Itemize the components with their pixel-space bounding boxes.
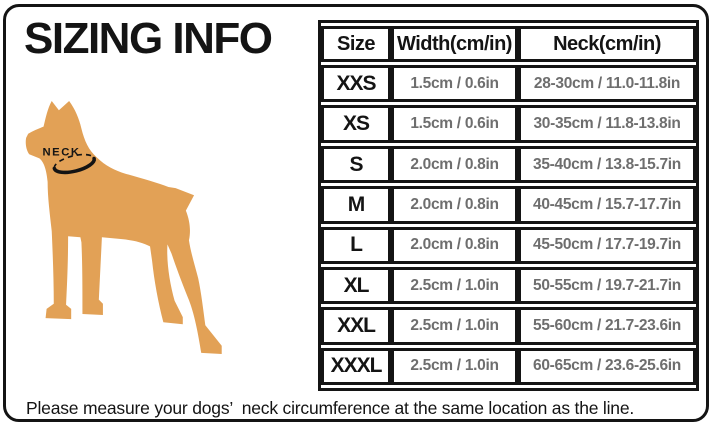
neck-value: 35-40cm / 13.8-15.7in: [518, 146, 696, 183]
col-header-size: Size: [321, 26, 391, 62]
table-row: [321, 65, 696, 102]
sizing-table-grid: [321, 23, 696, 388]
col-header-width: Width(cm/in): [391, 26, 518, 62]
neck-value: 55-60cm / 21.7-23.6in: [518, 307, 696, 344]
size-label: XXS: [321, 65, 391, 102]
table-row: [321, 348, 696, 385]
neck-value: 28-30cm / 11.0-11.8in: [518, 65, 696, 102]
neck-value: 50-55cm / 19.7-21.7in: [518, 267, 696, 304]
neck-value: 30-35cm / 11.8-13.8in: [518, 105, 696, 142]
size-label: XXXL: [321, 348, 391, 385]
neck-value: 45-50cm / 17.7-19.7in: [518, 227, 696, 264]
width-value: 2.5cm / 1.0in: [391, 267, 518, 304]
dog-illustration: [25, 100, 230, 356]
width-value: 1.5cm / 0.6in: [391, 65, 518, 102]
table-row: [321, 227, 696, 264]
dog-silhouette: [26, 101, 222, 354]
width-value: 2.0cm / 0.8in: [391, 146, 518, 183]
table-row: [321, 105, 696, 142]
width-value: 2.0cm / 0.8in: [391, 227, 518, 264]
neck-value: 40-45cm / 15.7-17.7in: [518, 186, 696, 223]
size-label: L: [321, 227, 391, 264]
table-row: [321, 186, 696, 223]
page-title: SIZING INFO: [24, 14, 272, 63]
table-row: [321, 307, 696, 344]
measure-note: Please measure your dogs’ neck circumference at the same location as the line.: [26, 398, 635, 418]
width-value: 2.0cm / 0.8in: [391, 186, 518, 223]
width-value: 2.5cm / 1.0in: [391, 348, 518, 385]
table-row: [321, 267, 696, 304]
dog-svg: [25, 100, 230, 356]
sizing-table: [318, 20, 699, 391]
width-value: 2.5cm / 1.0in: [391, 307, 518, 344]
width-value: 1.5cm / 0.6in: [391, 105, 518, 142]
neck-label: NECK: [42, 146, 81, 159]
table-header-row: [321, 26, 696, 62]
table-row: [321, 146, 696, 183]
size-label: XS: [321, 105, 391, 142]
size-label: M: [321, 186, 391, 223]
size-label: XL: [321, 267, 391, 304]
size-label: S: [321, 146, 391, 183]
neck-value: 60-65cm / 23.6-25.6in: [518, 348, 696, 385]
col-header-neck: Neck(cm/in): [518, 26, 696, 62]
size-label: XXL: [321, 307, 391, 344]
